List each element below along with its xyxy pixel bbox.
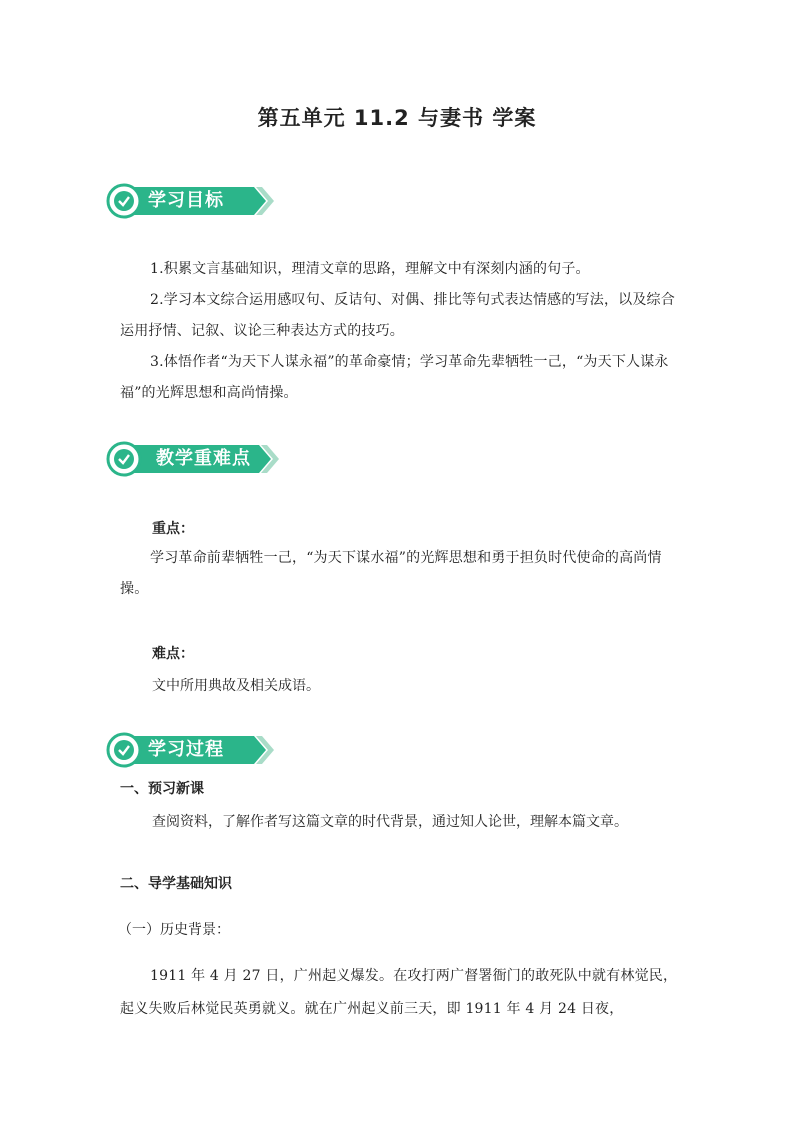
difficult-label: 难点：	[152, 646, 194, 662]
section-title: 教学重难点	[156, 448, 251, 469]
basics-heading: 二、导学基础知识	[120, 876, 232, 892]
history-text: 1911 年 4 月 27 日，广州起义爆发。在攻打两广督署衙门的敢死队中就有林觉民，起义失败后林觉民英勇就义。就在广州起义前三天，即 1911 年 4 月 24 日夜，	[120, 968, 678, 1017]
section-title: 学习目标	[148, 190, 224, 211]
section-title: 学习过程	[148, 739, 224, 760]
key-text: 学习革命前辈牺牲一己，“为天下谋水福”的光辉思想和勇于担负时代使命的高尚情操。	[120, 550, 662, 597]
section-banner-goals	[106, 183, 276, 219]
key-label: 重点：	[152, 521, 194, 537]
section-banner-process	[106, 732, 276, 768]
goal-item-3: 3.体悟作者“为天下人谋永福”的革命豪情；学习革命先辈牺牲一己，“为天下人谋永福”的光辉思想和高尚情操。	[120, 354, 669, 401]
page-title: 第五单元 11.2 与妻书 学案	[257, 106, 537, 130]
preview-text: 查阅资料，了解作者写这篇文章的时代背景，通过知人论世，理解本篇文章。	[152, 814, 628, 830]
goal-item-2: 2.学习本文综合运用感叹句、反诘句、对偶、排比等句式表达情感的写法，以及综合运用抒情、记叙、议论三种表达方式的技巧。	[120, 292, 675, 339]
section-banner-keypoints	[106, 441, 281, 477]
goal-item-1: 1.积累文言基础知识，理清文章的思路，理解文中有深刻内涵的句子。	[150, 261, 590, 277]
difficult-text: 文中所用典故及相关成语。	[152, 678, 320, 694]
preview-heading: 一、预习新课	[120, 781, 204, 797]
basics-subheading: （一）历史背景：	[118, 922, 230, 938]
